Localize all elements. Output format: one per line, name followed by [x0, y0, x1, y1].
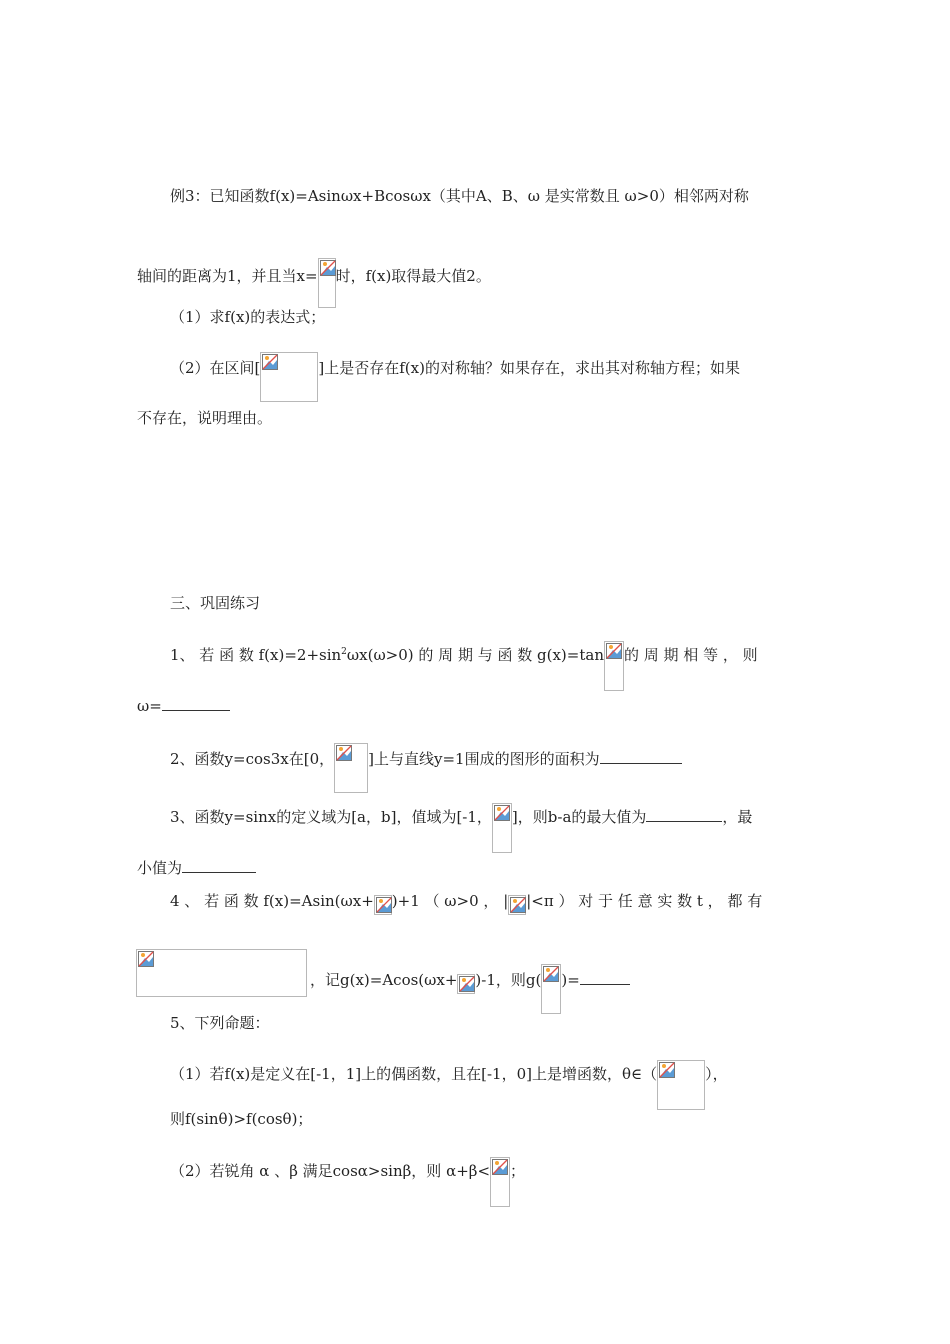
example3-question1: （1）求f(x)的表达式；: [170, 308, 326, 326]
example3-question2: （2）在区间[ ]上是否存在f(x)的对称轴？如果存在，求出其对称轴方程；如果: [170, 352, 740, 378]
answer-blank: [646, 807, 722, 822]
broken-image-icon: [374, 895, 392, 915]
exercise-4: 4 、 若 函 数 f(x)=Asin(ωx+ )+1 （ ω>0 ， | |<π ） 对 于 任 意 实 数 t ， 都 有: [170, 891, 762, 911]
answer-blank: [182, 858, 256, 873]
broken-image-icon: [260, 352, 318, 402]
answer-blank: [162, 696, 230, 711]
broken-image-icon: [604, 641, 624, 691]
broken-image-icon: [136, 949, 307, 997]
broken-image-icon: [334, 743, 368, 793]
exercise-4-cont: ，记g(x)=Acos(ωx+ )-1，则g( )=: [310, 964, 630, 990]
proposition-2: （2）若锐角 α 、β 满足cosα>sinβ，则 α+β< ；: [170, 1157, 525, 1181]
broken-image-icon: [657, 1060, 705, 1110]
section-heading: 三、巩固练习: [170, 594, 261, 612]
exercise-5: 5、下列命题：: [170, 1014, 270, 1032]
answer-blank: [600, 749, 682, 764]
exercise-3-cont: 小值为: [137, 858, 256, 878]
broken-image-icon: [508, 895, 526, 915]
example3-line2: 轴间的距离为1，并且当x= 时，f(x)取得最大值2。: [137, 258, 491, 286]
answer-blank: [580, 970, 630, 985]
broken-image-icon: [318, 258, 336, 308]
broken-image-icon: [490, 1157, 510, 1207]
proposition-1-cont: 则f(sinθ)>f(cosθ)；: [170, 1110, 313, 1128]
example3-line1: 例3：已知函数f(x)=Asinωx+Bcosωx（其中A、B、ω 是实常数且 ω>0）相邻两对称: [170, 187, 749, 205]
broken-image-icon: [457, 974, 475, 994]
broken-image-icon: [492, 803, 512, 853]
broken-image-icon: [541, 964, 561, 1014]
exercise-1: 1、 若 函 数 $f(x)=2+\sin^2\omega x(\omega>0)$ 的 周 期 与 函 数 g(x)=tan 的 周 期 相 等 ， 则: [170, 641, 758, 665]
exercise-1-cont: ω=: [137, 696, 230, 716]
exercise-2: 2、函数y=cos3x在[0， ]上与直线y=1围成的图形的面积为: [170, 743, 682, 769]
exercise-3: 3、函数y=sinx的定义域为[a，b]，值域为[-1， ]，则b-a的最大值为 ，最: [170, 803, 752, 827]
proposition-1: （1）若f(x)是定义在[-1，1]上的偶函数，且在[-1，0]上是增函数，θ∈（ ），: [170, 1060, 728, 1084]
example3-question2-cont: 不存在，说明理由。: [137, 409, 273, 427]
